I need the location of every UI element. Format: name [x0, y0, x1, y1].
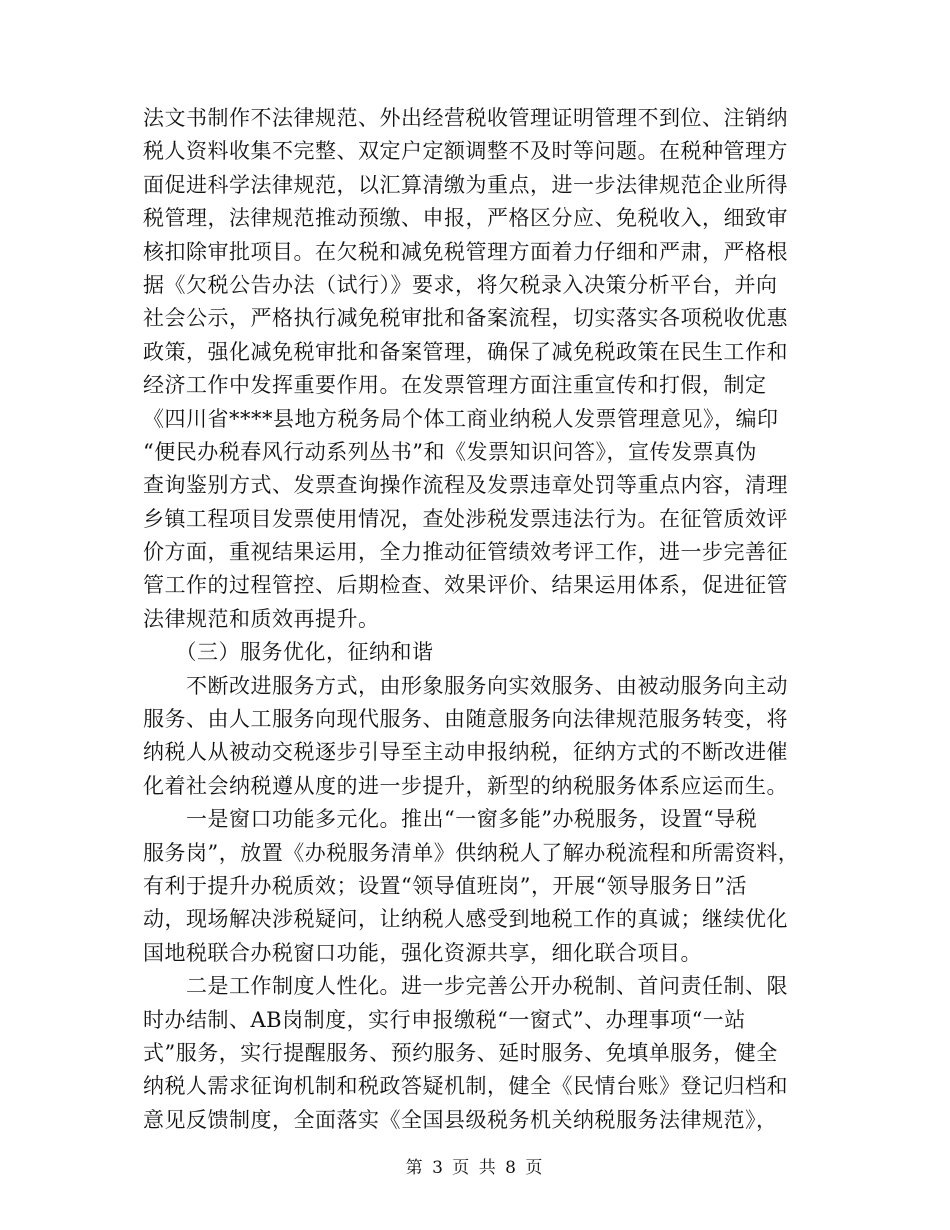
text-line: 服务、由人工服务向现代服务、由随意服务向法律规范服务转变，将 — [143, 707, 788, 732]
text-line: 《四川省****县地方税务局个体工商业纳税人发票管理意见》，编印 — [143, 406, 779, 431]
text-line: 二是工作制度人性化。进一步完善公开办税制、首问责任制、限 — [143, 974, 788, 999]
text-line: 国地税联合办税窗口功能，强化资源共享，细化联合项目。 — [143, 940, 702, 965]
text-line: 化着社会纳税遵从度的进一步提升，新型的纳税服务体系应运而生。 — [143, 773, 788, 798]
text-line: 不断改进服务方式，由形象服务向实效服务、由被动服务向主动 — [143, 673, 788, 698]
text-line: 乡镇工程项目发票使用情况，查处涉税发票违法行为。在征管质效评 — [143, 506, 788, 531]
text-line: 一是窗口功能多元化。推出“一窗多能”办税服务，设置“导税 — [143, 807, 758, 832]
text-line: 有利于提升办税质效；设置“领导值班岗”，开展“领导服务日”活 — [143, 873, 747, 898]
text-line: 税人资料收集不完整、双定户定额调整不及时等问题。在税种管理方 — [143, 139, 788, 164]
text-line: 式”服务，实行提醒服务、预约服务、延时服务、免填单服务，健全 — [143, 1040, 778, 1065]
section-heading: （三）服务优化，征纳和谐 — [143, 640, 434, 665]
text-line: 税管理，法律规范推动预缴、申报，严格区分应、免税收入，细致审 — [143, 206, 788, 231]
page-footer: 第 3 页 共 8 页 — [405, 1158, 545, 1178]
text-line: 据《欠税公告办法（试行）》要求，将欠税录入决策分析平台，并向 — [143, 272, 778, 297]
text-line: 服务岗”，放置《办税服务清单》供纳税人了解办税流程和所需资料， — [143, 840, 800, 865]
text-line: 核扣除审批项目。在欠税和减免税管理方面着力仔细和严肃，严格根 — [143, 239, 788, 264]
text-line: 价方面，重视结果运用，全力推动征管绩效考评工作，进一步完善征 — [143, 540, 788, 565]
text-line: 意见反馈制度，全面落实《全国县级税务机关纳税服务法律规范》， — [143, 1107, 778, 1132]
text-line: 查询鉴别方式、发票查询操作流程及发票违章处罚等重点内容，清理 — [143, 473, 788, 498]
text-line: 政策，强化减免税审批和备案管理，确保了减免税政策在民生工作和 — [143, 339, 788, 364]
text-line: 管工作的过程管控、后期检查、效果评价、结果运用体系，促进征管 — [143, 573, 788, 598]
text-line: 法文书制作不法律规范、外出经营税收管理证明管理不到位、注销纳 — [143, 106, 788, 130]
text-line: 动，现场解决涉税疑问，让纳税人感受到地税工作的真诚；继续优化 — [143, 907, 788, 932]
text-line: “便民办税春风行动系列丛书”和《发票知识问答》，宣传发票真伪 — [143, 439, 757, 464]
text-line: 法律规范和质效再提升。 — [143, 606, 380, 631]
text-line: 纳税人需求征询机制和税政答疑机制，健全《民情台账》登记归档和 — [143, 1074, 788, 1099]
text-line: 纳税人从被动交税逐步引导至主动申报纳税，征纳方式的不断改进催 — [143, 740, 788, 765]
text-line: 经济工作中发挥重要作用。在发票管理方面注重宣传和打假，制定 — [143, 373, 767, 398]
text-line: 时办结制、AB岗制度，实行申报缴税“一窗式”、办理事项“一站 — [143, 1007, 746, 1032]
text-line: 社会公示，严格执行减免税审批和备案流程，切实落实各项税收优惠 — [143, 306, 788, 331]
document-body — [143, 102, 808, 1137]
text-line: 面促进科学法律规范，以汇算清缴为重点，进一步法律规范企业所得 — [143, 172, 788, 197]
